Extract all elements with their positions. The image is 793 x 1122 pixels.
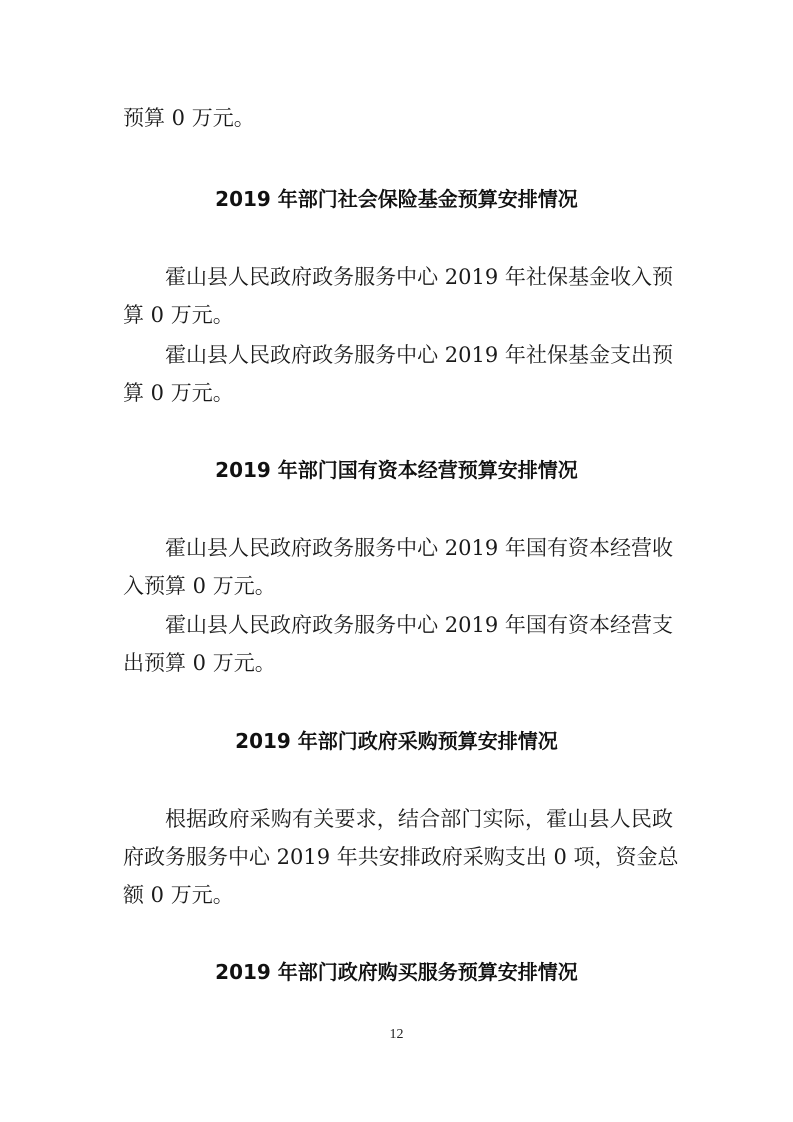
- paragraph-line: 霍山县人民政府政务服务中心 2019 年国有资本经营支: [165, 613, 673, 637]
- paragraph-line: 霍山县人民政府政务服务中心 2019 年社保基金收入预: [165, 265, 673, 289]
- paragraph-line: 根据政府采购有关要求，结合部门实际，霍山县人民政: [165, 807, 673, 831]
- section-heading-procurement: 2019 年部门政府采购预算安排情况: [235, 729, 558, 753]
- paragraph-line: 算 0 万元。: [123, 381, 234, 405]
- section-heading-social-insurance: 2019 年部门社会保险基金预算安排情况: [215, 187, 578, 211]
- page-number: 12: [389, 1027, 404, 1042]
- section-heading-state-capital: 2019 年部门国有资本经营预算安排情况: [215, 458, 578, 482]
- paragraph-line: 入预算 0 万元。: [123, 574, 276, 598]
- section-heading-service-purchase: 2019 年部门政府购买服务预算安排情况: [215, 960, 578, 984]
- paragraph-line: 出预算 0 万元。: [123, 651, 276, 675]
- paragraph-line: 额 0 万元。: [123, 883, 234, 907]
- intro-tail-text: 预算 0 万元。: [123, 106, 255, 130]
- paragraph-line: 霍山县人民政府政务服务中心 2019 年国有资本经营收: [165, 536, 673, 560]
- paragraph-line: 霍山县人民政府政务服务中心 2019 年社保基金支出预: [165, 343, 673, 367]
- paragraph-line: 算 0 万元。: [123, 303, 234, 327]
- paragraph-line: 府政务服务中心 2019 年共安排政府采购支出 0 项，资金总: [123, 845, 679, 869]
